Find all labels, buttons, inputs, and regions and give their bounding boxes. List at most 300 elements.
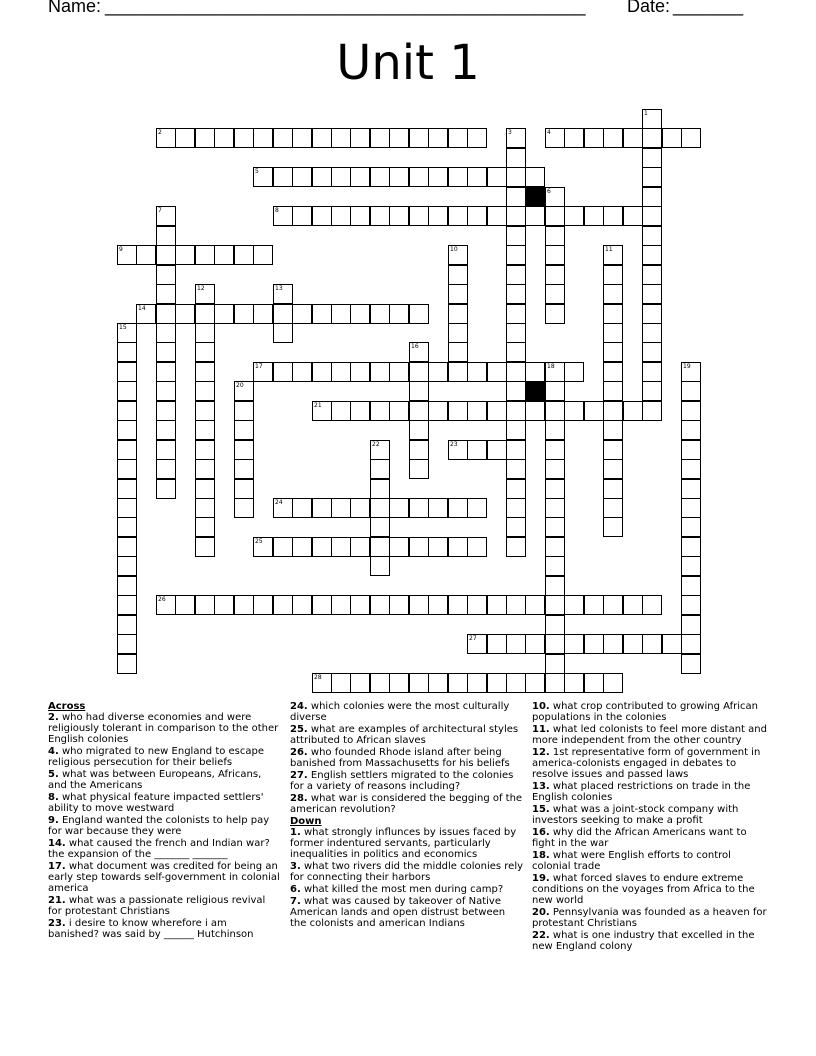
crossword-cell[interactable] <box>136 245 156 265</box>
crossword-cell[interactable] <box>273 498 293 518</box>
crossword-cell[interactable] <box>506 498 526 518</box>
crossword-cell[interactable] <box>545 654 565 674</box>
crossword-cell[interactable] <box>370 401 390 421</box>
crossword-cell[interactable] <box>545 615 565 635</box>
crossword-cell[interactable] <box>195 128 215 148</box>
crossword-cell[interactable] <box>623 595 643 615</box>
crossword-cell[interactable] <box>603 128 623 148</box>
crossword-cell[interactable] <box>545 362 565 382</box>
crossword-cell[interactable] <box>195 284 215 304</box>
crossword-cell[interactable] <box>584 128 604 148</box>
crossword-cell[interactable] <box>234 128 254 148</box>
crossword-cell[interactable] <box>448 304 468 324</box>
crossword-cell[interactable] <box>409 167 429 187</box>
crossword-cell[interactable] <box>506 304 526 324</box>
crossword-cell[interactable] <box>545 265 565 285</box>
crossword-cell[interactable] <box>156 401 176 421</box>
crossword-cell[interactable] <box>117 537 137 557</box>
crossword-cell[interactable] <box>389 304 409 324</box>
crossword-cell[interactable] <box>370 167 390 187</box>
crossword-cell[interactable] <box>389 401 409 421</box>
crossword-cell[interactable] <box>545 576 565 596</box>
crossword-cell[interactable] <box>642 128 662 148</box>
crossword-cell[interactable] <box>292 498 312 518</box>
crossword-cell[interactable] <box>642 245 662 265</box>
crossword-cell[interactable] <box>603 459 623 479</box>
crossword-cell[interactable] <box>117 517 137 537</box>
crossword-cell[interactable] <box>448 440 468 460</box>
crossword-cell[interactable] <box>428 595 448 615</box>
crossword-cell[interactable] <box>603 362 623 382</box>
crossword-cell[interactable] <box>506 595 526 615</box>
crossword-cell[interactable] <box>545 226 565 246</box>
crossword-cell[interactable] <box>603 440 623 460</box>
crossword-cell[interactable] <box>681 556 701 576</box>
crossword-cell[interactable] <box>428 167 448 187</box>
crossword-cell[interactable] <box>448 206 468 226</box>
crossword-cell[interactable] <box>545 634 565 654</box>
crossword-cell[interactable] <box>448 595 468 615</box>
crossword-cell[interactable] <box>234 440 254 460</box>
crossword-cell[interactable] <box>156 284 176 304</box>
crossword-cell[interactable] <box>545 245 565 265</box>
crossword-cell[interactable] <box>428 206 448 226</box>
crossword-cell[interactable] <box>603 206 623 226</box>
crossword-cell[interactable] <box>545 498 565 518</box>
crossword-cell[interactable] <box>564 206 584 226</box>
crossword-cell[interactable] <box>545 517 565 537</box>
crossword-cell[interactable] <box>312 537 332 557</box>
crossword-cell[interactable] <box>273 167 293 187</box>
crossword-cell[interactable] <box>428 673 448 693</box>
crossword-cell[interactable] <box>603 323 623 343</box>
crossword-cell[interactable] <box>312 673 332 693</box>
crossword-cell[interactable] <box>409 595 429 615</box>
crossword-cell[interactable] <box>448 284 468 304</box>
crossword-cell[interactable] <box>370 498 390 518</box>
crossword-cell[interactable] <box>525 206 545 226</box>
crossword-cell[interactable] <box>195 304 215 324</box>
crossword-cell[interactable] <box>448 167 468 187</box>
crossword-cell[interactable] <box>681 537 701 557</box>
crossword-cell[interactable] <box>195 498 215 518</box>
crossword-cell[interactable] <box>312 206 332 226</box>
crossword-cell[interactable] <box>545 284 565 304</box>
crossword-cell[interactable] <box>681 654 701 674</box>
crossword-cell[interactable] <box>642 381 662 401</box>
crossword-cell[interactable] <box>681 440 701 460</box>
crossword-cell[interactable] <box>117 479 137 499</box>
crossword-cell[interactable] <box>409 206 429 226</box>
crossword-cell[interactable] <box>253 167 273 187</box>
crossword-cell[interactable] <box>175 245 195 265</box>
crossword-cell[interactable] <box>642 634 662 654</box>
crossword-cell[interactable] <box>273 537 293 557</box>
crossword-cell[interactable] <box>389 167 409 187</box>
crossword-cell[interactable] <box>487 634 507 654</box>
crossword-cell[interactable] <box>312 401 332 421</box>
crossword-cell[interactable] <box>234 459 254 479</box>
crossword-cell[interactable] <box>370 673 390 693</box>
crossword-cell[interactable] <box>642 167 662 187</box>
crossword-cell[interactable] <box>506 342 526 362</box>
crossword-cell[interactable] <box>448 401 468 421</box>
crossword-cell[interactable] <box>156 420 176 440</box>
crossword-cell[interactable] <box>312 498 332 518</box>
crossword-cell[interactable] <box>195 342 215 362</box>
crossword-cell[interactable] <box>603 245 623 265</box>
crossword-cell[interactable] <box>467 440 487 460</box>
crossword-cell[interactable] <box>603 634 623 654</box>
crossword-cell[interactable] <box>603 284 623 304</box>
crossword-cell[interactable] <box>409 342 429 362</box>
crossword-cell[interactable] <box>312 167 332 187</box>
crossword-cell[interactable] <box>156 459 176 479</box>
crossword-cell[interactable] <box>214 245 234 265</box>
crossword-cell[interactable] <box>117 634 137 654</box>
crossword-cell[interactable] <box>350 206 370 226</box>
crossword-cell[interactable] <box>584 401 604 421</box>
crossword-cell[interactable] <box>253 304 273 324</box>
crossword-cell[interactable] <box>642 362 662 382</box>
crossword-cell[interactable] <box>292 304 312 324</box>
crossword-cell[interactable] <box>117 245 137 265</box>
crossword-cell[interactable] <box>370 556 390 576</box>
crossword-cell[interactable] <box>428 128 448 148</box>
crossword-cell[interactable] <box>506 479 526 499</box>
crossword-cell[interactable] <box>584 206 604 226</box>
crossword-cell[interactable] <box>350 401 370 421</box>
crossword-cell[interactable] <box>292 128 312 148</box>
crossword-cell[interactable] <box>623 634 643 654</box>
crossword-cell[interactable] <box>603 342 623 362</box>
crossword-cell[interactable] <box>506 381 526 401</box>
crossword-cell[interactable] <box>195 459 215 479</box>
crossword-cell[interactable] <box>545 420 565 440</box>
crossword-cell[interactable] <box>195 420 215 440</box>
crossword-cell[interactable] <box>350 498 370 518</box>
crossword-cell[interactable] <box>545 479 565 499</box>
crossword-cell[interactable] <box>681 401 701 421</box>
crossword-cell[interactable] <box>487 167 507 187</box>
crossword-cell[interactable] <box>525 401 545 421</box>
crossword-cell[interactable] <box>331 498 351 518</box>
crossword-cell[interactable] <box>409 440 429 460</box>
crossword-cell[interactable] <box>545 595 565 615</box>
crossword-cell[interactable] <box>350 362 370 382</box>
crossword-cell[interactable] <box>409 128 429 148</box>
crossword-cell[interactable] <box>253 362 273 382</box>
crossword-cell[interactable] <box>545 537 565 557</box>
crossword-cell[interactable] <box>370 206 390 226</box>
crossword-cell[interactable] <box>234 381 254 401</box>
crossword-cell[interactable] <box>331 537 351 557</box>
crossword-cell[interactable] <box>448 498 468 518</box>
crossword-cell[interactable] <box>156 595 176 615</box>
crossword-cell[interactable] <box>273 595 293 615</box>
crossword-cell[interactable] <box>506 362 526 382</box>
crossword-cell[interactable] <box>564 673 584 693</box>
crossword-cell[interactable] <box>389 673 409 693</box>
crossword-cell[interactable] <box>506 459 526 479</box>
crossword-cell[interactable] <box>370 459 390 479</box>
crossword-cell[interactable] <box>584 595 604 615</box>
crossword-cell[interactable] <box>545 206 565 226</box>
crossword-cell[interactable] <box>681 634 701 654</box>
crossword-cell[interactable] <box>117 615 137 635</box>
crossword-cell[interactable] <box>603 479 623 499</box>
crossword-cell[interactable] <box>117 576 137 596</box>
crossword-cell[interactable] <box>642 304 662 324</box>
crossword-cell[interactable] <box>603 673 623 693</box>
crossword-cell[interactable] <box>350 128 370 148</box>
crossword-cell[interactable] <box>331 304 351 324</box>
crossword-cell[interactable] <box>195 595 215 615</box>
crossword-cell[interactable] <box>448 362 468 382</box>
crossword-cell[interactable] <box>156 265 176 285</box>
crossword-cell[interactable] <box>409 537 429 557</box>
crossword-cell[interactable] <box>195 381 215 401</box>
date-field[interactable]: _______ <box>673 0 744 16</box>
crossword-cell[interactable] <box>331 595 351 615</box>
crossword-cell[interactable] <box>428 362 448 382</box>
crossword-cell[interactable] <box>428 401 448 421</box>
crossword-cell[interactable] <box>350 673 370 693</box>
crossword-cell[interactable] <box>506 401 526 421</box>
crossword-cell[interactable] <box>195 362 215 382</box>
crossword-cell[interactable] <box>117 440 137 460</box>
crossword-cell[interactable] <box>409 381 429 401</box>
crossword-cell[interactable] <box>273 206 293 226</box>
crossword-cell[interactable] <box>234 401 254 421</box>
crossword-cell[interactable] <box>156 479 176 499</box>
crossword-cell[interactable] <box>525 634 545 654</box>
crossword-cell[interactable] <box>545 673 565 693</box>
crossword-cell[interactable] <box>467 401 487 421</box>
crossword-cell[interactable] <box>234 498 254 518</box>
crossword-cell[interactable] <box>253 537 273 557</box>
crossword-cell[interactable] <box>662 634 682 654</box>
crossword-cell[interactable] <box>487 440 507 460</box>
crossword-cell[interactable] <box>156 342 176 362</box>
crossword-cell[interactable] <box>273 323 293 343</box>
crossword-cell[interactable] <box>603 517 623 537</box>
crossword-cell[interactable] <box>331 362 351 382</box>
crossword-cell[interactable] <box>642 206 662 226</box>
crossword-cell[interactable] <box>623 401 643 421</box>
crossword-cell[interactable] <box>428 537 448 557</box>
crossword-cell[interactable] <box>156 381 176 401</box>
crossword-cell[interactable] <box>117 556 137 576</box>
crossword-cell[interactable] <box>175 128 195 148</box>
crossword-cell[interactable] <box>273 284 293 304</box>
crossword-cell[interactable] <box>506 245 526 265</box>
crossword-cell[interactable] <box>525 595 545 615</box>
crossword-cell[interactable] <box>681 362 701 382</box>
crossword-cell[interactable] <box>195 517 215 537</box>
crossword-cell[interactable] <box>642 187 662 207</box>
crossword-cell[interactable] <box>331 167 351 187</box>
crossword-cell[interactable] <box>506 517 526 537</box>
crossword-cell[interactable] <box>467 673 487 693</box>
crossword-cell[interactable] <box>370 595 390 615</box>
crossword-cell[interactable] <box>175 304 195 324</box>
crossword-cell[interactable] <box>292 167 312 187</box>
crossword-cell[interactable] <box>156 206 176 226</box>
crossword-cell[interactable] <box>681 615 701 635</box>
crossword-cell[interactable] <box>370 537 390 557</box>
crossword-cell[interactable] <box>409 420 429 440</box>
crossword-cell[interactable] <box>603 401 623 421</box>
crossword-cell[interactable] <box>506 128 526 148</box>
crossword-cell[interactable] <box>214 304 234 324</box>
crossword-cell[interactable] <box>350 167 370 187</box>
crossword-cell[interactable] <box>428 498 448 518</box>
crossword-cell[interactable] <box>312 595 332 615</box>
crossword-cell[interactable] <box>389 498 409 518</box>
crossword-cell[interactable] <box>312 362 332 382</box>
crossword-cell[interactable] <box>117 381 137 401</box>
crossword-cell[interactable] <box>525 362 545 382</box>
crossword-cell[interactable] <box>370 479 390 499</box>
crossword-cell[interactable] <box>603 595 623 615</box>
crossword-cell[interactable] <box>506 673 526 693</box>
crossword-cell[interactable] <box>545 128 565 148</box>
crossword-cell[interactable] <box>156 245 176 265</box>
crossword-cell[interactable] <box>564 634 584 654</box>
crossword-cell[interactable] <box>234 595 254 615</box>
crossword-cell[interactable] <box>117 342 137 362</box>
crossword-cell[interactable] <box>409 673 429 693</box>
crossword-cell[interactable] <box>642 226 662 246</box>
crossword-cell[interactable] <box>234 245 254 265</box>
crossword-cell[interactable] <box>487 673 507 693</box>
crossword-cell[interactable] <box>623 128 643 148</box>
crossword-cell[interactable] <box>681 576 701 596</box>
crossword-cell[interactable] <box>564 401 584 421</box>
crossword-cell[interactable] <box>253 245 273 265</box>
crossword-cell[interactable] <box>603 304 623 324</box>
crossword-cell[interactable] <box>467 128 487 148</box>
crossword-cell[interactable] <box>234 479 254 499</box>
crossword-cell[interactable] <box>195 245 215 265</box>
crossword-cell[interactable] <box>331 206 351 226</box>
crossword-cell[interactable] <box>603 381 623 401</box>
crossword-cell[interactable] <box>467 362 487 382</box>
crossword-cell[interactable] <box>117 498 137 518</box>
crossword-cell[interactable] <box>506 440 526 460</box>
crossword-cell[interactable] <box>370 304 390 324</box>
crossword-cell[interactable] <box>603 265 623 285</box>
crossword-cell[interactable] <box>506 634 526 654</box>
crossword-cell[interactable] <box>525 673 545 693</box>
crossword-cell[interactable] <box>642 284 662 304</box>
crossword-cell[interactable] <box>603 498 623 518</box>
crossword-cell[interactable] <box>156 323 176 343</box>
crossword-cell[interactable] <box>603 420 623 440</box>
crossword-cell[interactable] <box>273 362 293 382</box>
crossword-cell[interactable] <box>467 595 487 615</box>
crossword-cell[interactable] <box>312 128 332 148</box>
crossword-cell[interactable] <box>370 517 390 537</box>
crossword-cell[interactable] <box>681 595 701 615</box>
crossword-cell[interactable] <box>214 128 234 148</box>
crossword-cell[interactable] <box>389 362 409 382</box>
crossword-cell[interactable] <box>409 304 429 324</box>
crossword-cell[interactable] <box>506 265 526 285</box>
crossword-cell[interactable] <box>214 595 234 615</box>
crossword-cell[interactable] <box>331 128 351 148</box>
crossword-cell[interactable] <box>545 304 565 324</box>
crossword-cell[interactable] <box>545 381 565 401</box>
crossword-cell[interactable] <box>564 362 584 382</box>
crossword-cell[interactable] <box>273 304 293 324</box>
crossword-cell[interactable] <box>292 206 312 226</box>
crossword-cell[interactable] <box>195 401 215 421</box>
crossword-cell[interactable] <box>156 226 176 246</box>
crossword-cell[interactable] <box>389 206 409 226</box>
crossword-cell[interactable] <box>389 537 409 557</box>
crossword-cell[interactable] <box>467 634 487 654</box>
crossword-cell[interactable] <box>117 401 137 421</box>
crossword-cell[interactable] <box>545 556 565 576</box>
crossword-cell[interactable] <box>448 128 468 148</box>
crossword-cell[interactable] <box>487 595 507 615</box>
crossword-cell[interactable] <box>467 537 487 557</box>
crossword-cell[interactable] <box>292 595 312 615</box>
crossword-cell[interactable] <box>409 459 429 479</box>
crossword-cell[interactable] <box>448 537 468 557</box>
crossword-cell[interactable] <box>117 420 137 440</box>
crossword-cell[interactable] <box>448 265 468 285</box>
crossword-cell[interactable] <box>525 167 545 187</box>
crossword-cell[interactable] <box>642 342 662 362</box>
crossword-cell[interactable] <box>681 420 701 440</box>
crossword-cell[interactable] <box>195 440 215 460</box>
crossword-cell[interactable] <box>662 128 682 148</box>
crossword-cell[interactable] <box>564 595 584 615</box>
crossword-cell[interactable] <box>545 401 565 421</box>
crossword-cell[interactable] <box>292 537 312 557</box>
crossword-cell[interactable] <box>506 148 526 168</box>
crossword-cell[interactable] <box>448 673 468 693</box>
crossword-cell[interactable] <box>234 420 254 440</box>
crossword-cell[interactable] <box>136 304 156 324</box>
crossword-cell[interactable] <box>409 498 429 518</box>
crossword-cell[interactable] <box>467 206 487 226</box>
crossword-cell[interactable] <box>350 595 370 615</box>
crossword-cell[interactable] <box>117 459 137 479</box>
crossword-cell[interactable] <box>467 498 487 518</box>
crossword-cell[interactable] <box>117 654 137 674</box>
crossword-cell[interactable] <box>545 187 565 207</box>
crossword-cell[interactable] <box>331 673 351 693</box>
crossword-cell[interactable] <box>234 304 254 324</box>
crossword-cell[interactable] <box>642 109 662 129</box>
crossword-cell[interactable] <box>642 148 662 168</box>
crossword-cell[interactable] <box>117 323 137 343</box>
crossword-cell[interactable] <box>506 284 526 304</box>
name-field[interactable]: ________________________________________________ <box>105 0 586 16</box>
crossword-cell[interactable] <box>389 128 409 148</box>
crossword-cell[interactable] <box>409 401 429 421</box>
crossword-cell[interactable] <box>370 362 390 382</box>
crossword-cell[interactable] <box>681 517 701 537</box>
crossword-cell[interactable] <box>292 362 312 382</box>
crossword-cell[interactable] <box>156 440 176 460</box>
crossword-cell[interactable] <box>253 128 273 148</box>
crossword-cell[interactable] <box>117 595 137 615</box>
